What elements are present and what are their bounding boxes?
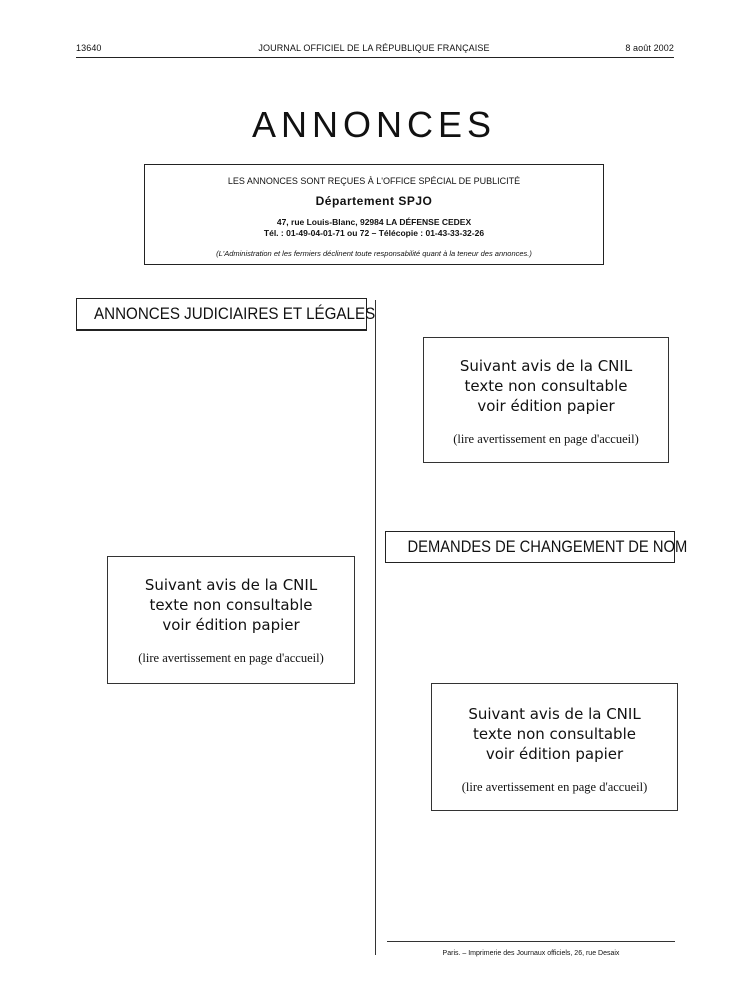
info-box <box>144 164 604 265</box>
issue-date: 8 août 2002 <box>625 43 674 53</box>
printer-footer: Paris. – Imprimerie des Journaux officiels, 26, rue Desaix <box>442 950 620 957</box>
cnil-line: voir édition papier <box>477 397 615 415</box>
cnil-line: voir édition papier <box>485 745 624 763</box>
cnil-line: texte non consultable <box>149 596 313 614</box>
address: 47, rue Louis-Blanc, 92984 LA DÉFENSE CEDEX <box>276 217 472 227</box>
cnil-warning: (lire avertissement en page d'accueil) <box>461 780 648 794</box>
cnil-line: texte non consultable <box>473 725 636 743</box>
cnil-notice <box>107 556 355 684</box>
section-rule <box>76 330 367 331</box>
section-heading-changement-nom: DEMANDES DE CHANGEMENT DE NOM <box>385 531 675 563</box>
cnil-line: voir édition papier <box>162 616 300 634</box>
cnil-line: Suivant avis de la CNIL <box>144 576 318 594</box>
cnil-warning: (lire avertissement en page d'accueil) <box>453 432 639 446</box>
column-divider <box>375 300 376 955</box>
footer-rule <box>387 941 675 942</box>
disclaimer: (L'Administration et les fermiers déclinent toute responsabilité quant à la teneur des annonces.) <box>216 249 532 258</box>
cnil-notice <box>431 683 678 811</box>
contact-line: Tél. : 01-49-04-01-71 ou 72 – Télécopie : 01-43-33-32-26 <box>263 228 485 238</box>
department-name: Département SPJO <box>315 194 433 208</box>
cnil-line: Suivant avis de la CNIL <box>468 705 641 723</box>
cnil-notice <box>423 337 669 463</box>
section-heading-judiciaires: ANNONCES JUDICIAIRES ET LÉGALES <box>76 298 367 330</box>
cnil-warning: (lire avertissement en page d'accueil) <box>138 651 324 665</box>
info-line: LES ANNONCES SONT REÇUES À L'OFFICE SPÉCIAL DE PUBLICITÉ <box>227 176 521 186</box>
journal-title: JOURNAL OFFICIEL DE LA RÉPUBLIQUE FRANÇAISE <box>258 43 490 53</box>
header-rule <box>76 57 674 58</box>
page-number: 13640 <box>76 43 102 53</box>
cnil-line: Suivant avis de la CNIL <box>459 357 633 375</box>
cnil-line: texte non consultable <box>464 377 628 395</box>
page-title: ANNONCES <box>251 104 497 145</box>
